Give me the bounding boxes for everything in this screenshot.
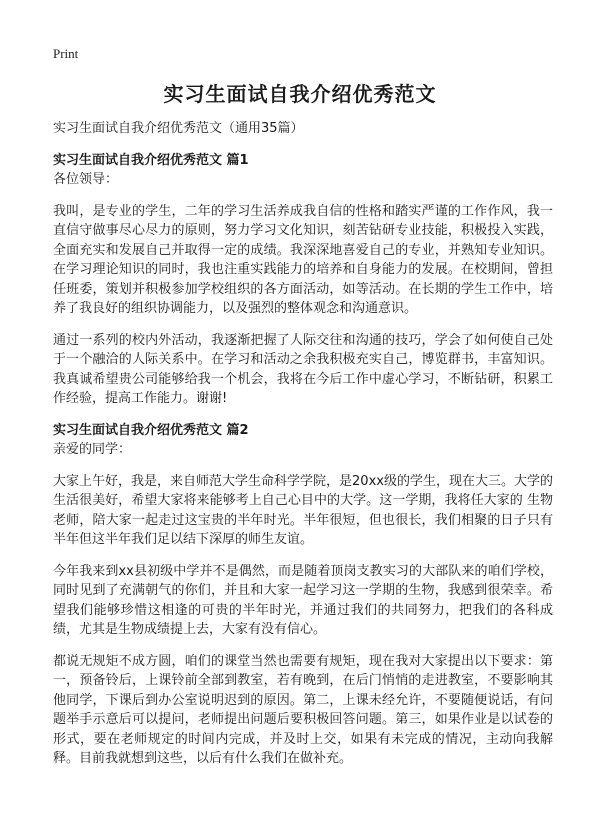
page-title: 实习生面试自我介绍优秀范文	[163, 82, 437, 106]
body-paragraph: 今年我来到xx县初级中学并不是偶然，而是随着顶岗支教实习的大部队来的咱们学校，同时见到了充满朝气的你们，并且和大家一起学习这一学期的生物，我感到很荣幸。希望我们能够珍惜这相逢的可贵的半年时光，并通过我们的共同努力，把我们的各科成绩，尤其是生物成绩提上去，大家有没有信心。	[53, 563, 553, 637]
section-heading: 实习生面试自我介绍优秀范文 篇2	[53, 422, 249, 438]
section-heading: 实习生面试自我介绍优秀范文 篇1	[53, 152, 249, 168]
document-subtitle: 实习生面试自我介绍优秀范文（通用35篇）	[53, 121, 304, 136]
print-link[interactable]: Print	[53, 46, 79, 61]
document-body	[53, 119, 553, 781]
body-paragraph: 我叫，是专业的学生，二年的学习生活养成我自信的性格和踏实严谨的工作作风，我一直信守做事尽心尽力的原则，努力学习文化知识，刻苦钻研专业技能，积极投入实践，全面充实和发展自己并取得一定的成绩。我深深地喜爱自己的专业，并熟知专业知识。在学习理论知识的同时，我也注重实践能力的培养和自身能力的发展。在校期间，曾担任班委，策划并积极参加学校组织的各方面活动，如等活动。在长期的学生工作中，培养了我良好的组织协调能力，以及强烈的整体观念和沟通意识。	[53, 203, 553, 316]
body-paragraph: 都说无规矩不成方圆，咱们的课堂当然也需要有规矩，现在我对大家提出以下要求：第一，预备铃后，上课铃前全部到教室，若有晚到，在后门悄悄的走进教室，不要影响其他同学，下课后到办公室说明迟到的原因。第二，上课未经允许，不要随便说话，有问题举手示意后可以提问，老师提出问题后要积极回答问题。第三，如果作业是以试卷的形式，要在老师规定的时间内完成，并及时上交，如果有未完成的情况，主动向我解释。目前我就想到这些，以后有什么我们在做补充。	[53, 653, 553, 766]
body-paragraph: 大家上午好，我是，来自师范大学生命科学学院，是20xx级的学生，现在大三。大学的生活很美好，希望大家将来能够考上自己心目中的大学。这一学期，我将任大家的 生物老师，陪大家一起走过这宝贵的半年时光。半年很短，但也很长，我们相聚的日子只有半年但这半年我们足以结下深厚的师生友谊。	[53, 473, 553, 547]
body-paragraph: 通过一系列的校内外活动，我逐渐把握了人际交往和沟通的技巧，学会了如何使自己处于一个融洽的人际关系中。在学习和活动之余我积极充实自己，博览群书，丰富知识。我真诚希望贵公司能够给我一个机会，我将在今后工作中虚心学习，不断钻研，积累工作经验，提高工作能力。谢谢!	[53, 332, 553, 406]
section-greeting: 亲爱的同学：	[53, 442, 132, 457]
section-greeting: 各位领导：	[53, 172, 119, 187]
